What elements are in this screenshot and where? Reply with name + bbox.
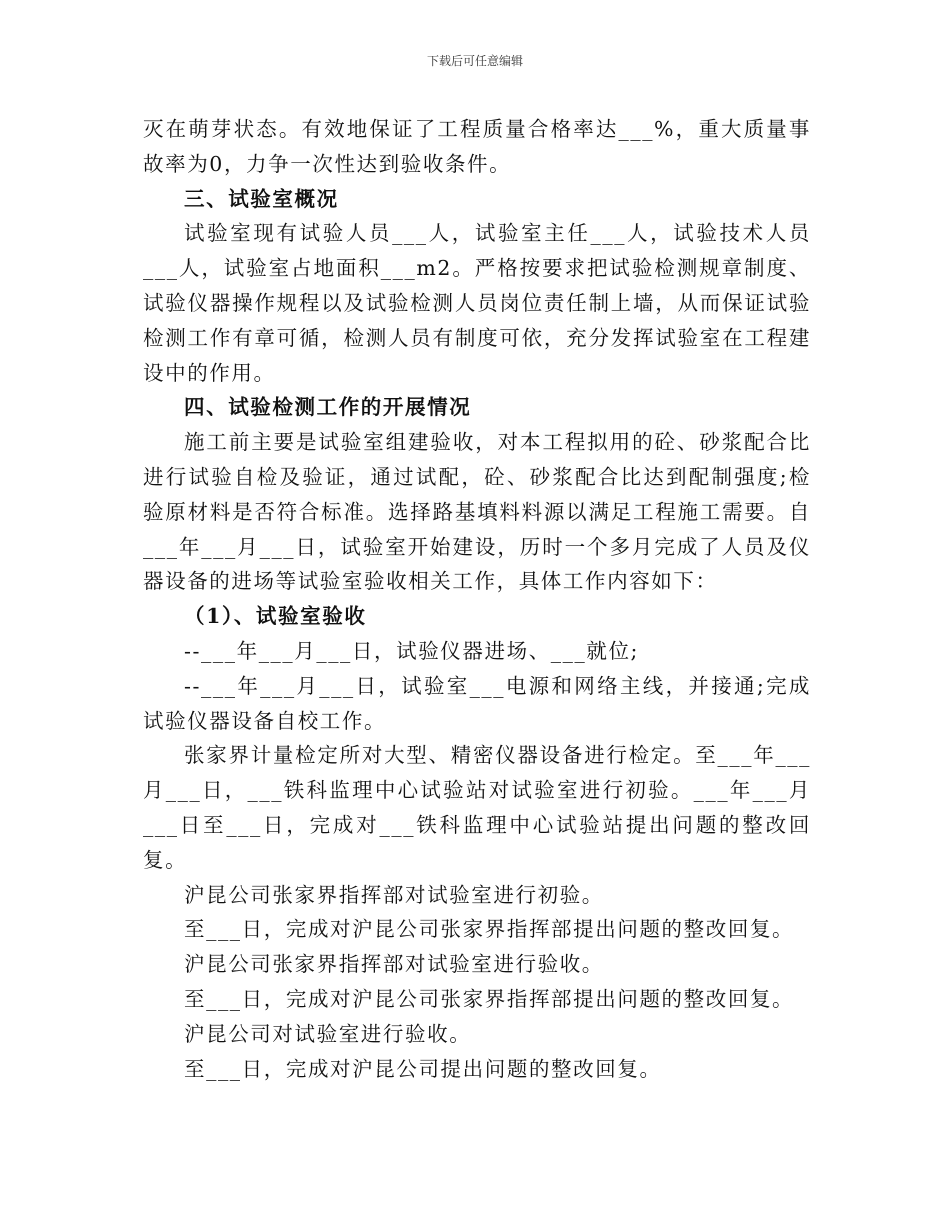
section-heading-lab-overview: 三、试验室概况 xyxy=(184,186,339,211)
paragraph-calibration: 张家界计量检定所对大型、精密仪器设备进行检定。至___年___月___日，___铁科监理中心试验站对试验室进行初验。___年___月___日至___日，完成对___铁科监理中心试验站提出问题的整改回复。 xyxy=(143,743,811,872)
paragraph-company-acceptance: 沪昆公司对试验室进行验收。 xyxy=(184,1021,472,1046)
paragraph-company-acceptance-reply: 至___日，完成对沪昆公司提出问题的整改回复。 xyxy=(184,1056,662,1081)
paragraph-intro: 灭在萌芽状态。有效地保证了工程质量合格率达___%，重大质量事故率为0，力争一次性达到验收条件。 xyxy=(143,117,811,176)
paragraph-hq-acceptance: 沪昆公司张家界指挥部对试验室进行验收。 xyxy=(184,952,604,977)
section-heading-testing-work: 四、试验检测工作的开展情况 xyxy=(184,395,472,420)
paragraph-hq-preliminary-reply: 至___日，完成对沪昆公司张家界指挥部提出问题的整改回复。 xyxy=(184,917,795,942)
paragraph-lab-overview: 试验室现有试验人员___人，试验室主任___人，试验技术人员___人，试验室占地面积___m2。严格按要求把试验检测规章制度、试验仪器操作规程以及试验检测人员岗位责任制上墙，从而保证试验检测工作有章可循，检测人员有制度可依，充分发挥试验室在工程建设中的作用。 xyxy=(143,221,811,385)
page-header: 下载后可任意编辑 xyxy=(426,54,523,68)
paragraph-testing-work: 施工前主要是试验室组建验收，对本工程拟用的砼、砂浆配合比进行试验自检及验证，通过试配，砼、砂浆配合比达到配制强度;检验原材料是否符合标准。选择路基填料料源以满足工程施工需要。自___年___月___日，试验室开始建设，历时一个多月完成了人员及仪器设备的进场等试验室验收相关工作，具体工作内容如下： xyxy=(143,430,811,594)
paragraph-instruments-arrival: --___年___月___日，试验仪器进场、___就位; xyxy=(184,638,640,663)
paragraph-power-network: --___年___月___日，试验室___电源和网络主线，并接通;完成试验仪器设备自校工作。 xyxy=(143,673,811,733)
paragraph-hq-acceptance-reply: 至___日，完成对沪昆公司张家界指挥部提出问题的整改回复。 xyxy=(184,986,795,1011)
document-body xyxy=(143,112,811,1086)
subsection-heading-lab-acceptance: （1）、试验室验收 xyxy=(184,604,367,629)
paragraph-hq-preliminary-check: 沪昆公司张家界指挥部对试验室进行初验。 xyxy=(184,882,604,907)
